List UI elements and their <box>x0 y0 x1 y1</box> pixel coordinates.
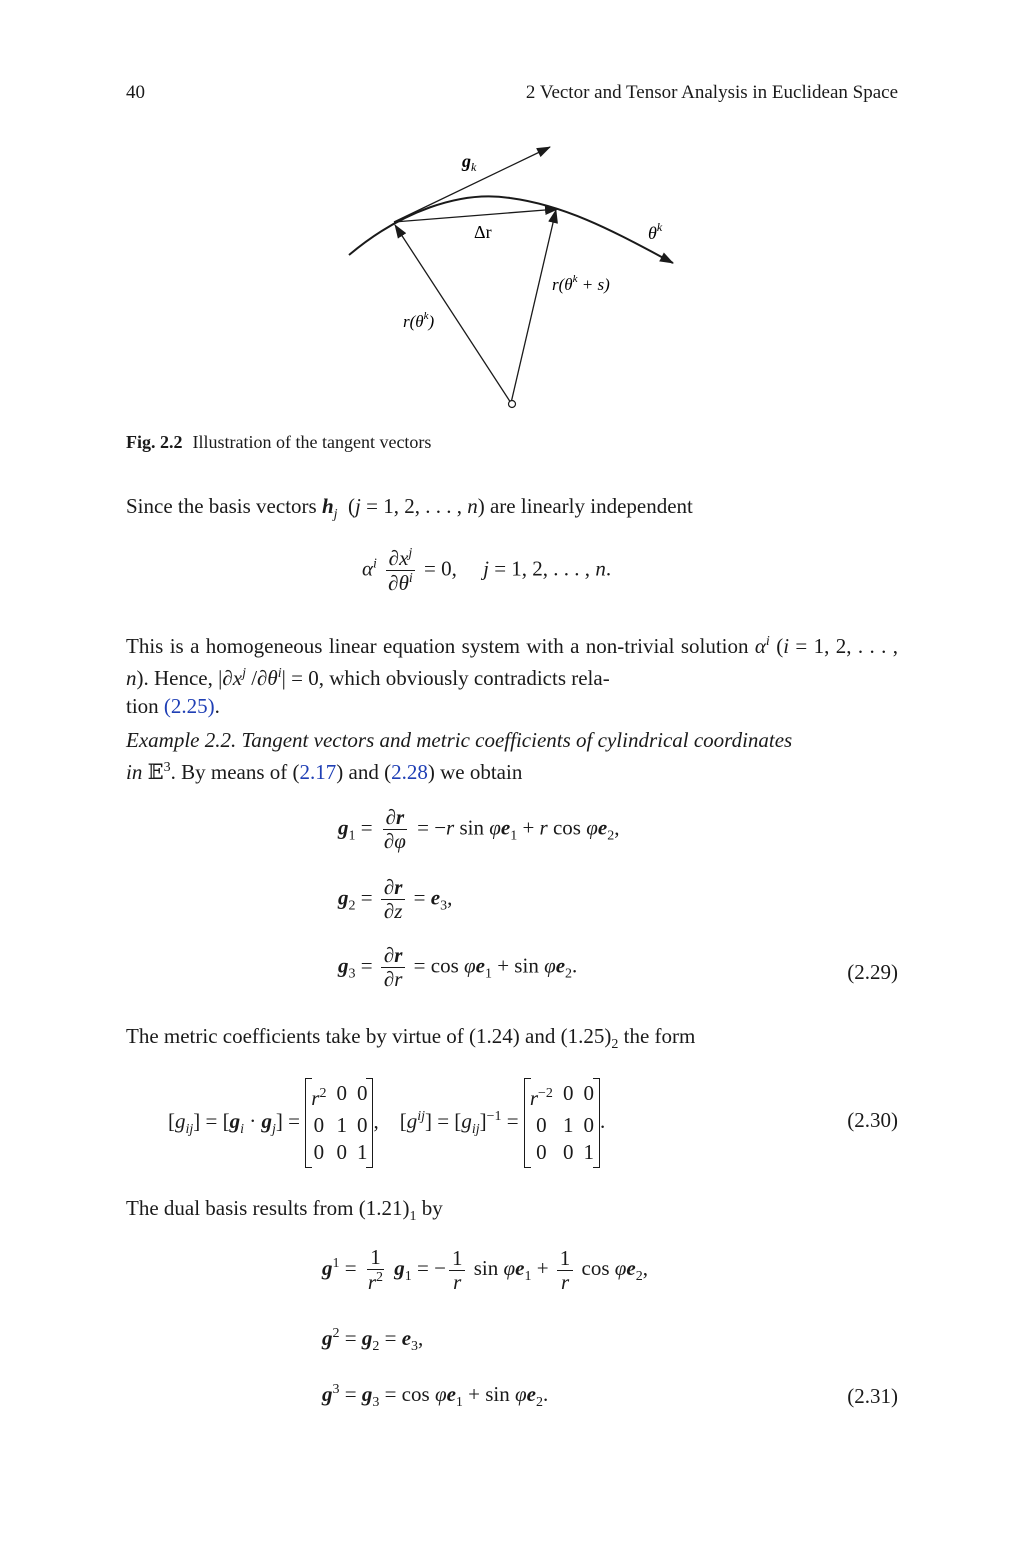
paragraph-basis: Since the basis vectors $h_j$ (j = 1, 2, . . . , n) are linearly independent <box>126 494 693 523</box>
ref-2-17[interactable]: 2.17 <box>299 760 337 784</box>
origin-point <box>509 401 516 408</box>
running-head: 2 Vector and Tensor Analysis in Euclidean Space <box>525 82 898 103</box>
equation-dual-g3: $g^3 = g_3 = \cos \varphi e_1 + \sin \varphi e_2$. <box>322 1382 549 1411</box>
ref-2-28[interactable]: 2.28 <box>391 760 428 784</box>
equation-number-2-30: (2.30) <box>847 1108 898 1132</box>
equation-g2: $g_2$ = $\frac{\partial r}{\partial z}$ = $e_3$, <box>338 875 453 924</box>
caption-label: Fig. 2.2 <box>126 432 183 452</box>
label-gk: $g_k$ <box>462 151 477 174</box>
covariant-metric-matrix: $r^2$ 0 0 0 1 0 0 0 1 <box>305 1078 373 1168</box>
equation-metric-matrices: $[g_{ij}] = [g_i \cdot g_j]$ = $r^2$ 0 0 0 1 0 0 0 1 , $[g^{ij}] = [g_{ij}]^{-1}$ = $r^{-2}$ 0 0 0 1 0 0 0 1 . <box>168 1078 605 1168</box>
label-theta-k: $\theta^k$ <box>648 220 663 243</box>
equation-g1: $g_1$ = $\frac{\partial r}{\partial\varphi}$ = −r $\sin \varphi e_1 + r$ $\cos \varphi e_2$, <box>338 805 620 854</box>
label-delta-r: Δr <box>474 222 492 242</box>
equation-number-2-31: (2.31) <box>847 1384 898 1408</box>
tangent-vector-gk <box>394 147 550 222</box>
label-r-theta-plus-s: $r(\theta^k + s)$ <box>552 273 610 294</box>
paragraph-example: Example 2.2. Tangent vectors and metric coefficients of cylindrical coordinates in 𝔼$^3$. By means of (2.17) and (2.28) we obtain <box>126 728 793 784</box>
label-r-theta: $r(\theta^k)$ <box>403 310 435 331</box>
equation-g3: $g_3$ = $\frac{\partial r}{\partial r}$ = $\cos \varphi e_1 + \sin \varphi e_2$. <box>338 943 578 992</box>
equation-dual-g1: $g^1$ = $\frac{1}{r^2}$ $g_1$ = − $\frac{1}{r}$ $\sin \varphi e_1$ + $\frac{1}{r}$ $\cos \varphi e_2$, <box>322 1245 648 1295</box>
caption-text: Illustration of the tangent vectors <box>192 432 432 452</box>
paragraph-homogeneous: This is a homogeneous linear equation system with a non-trivial solution $\alpha^i$ (i = 1, 2, . . . , n). Hence, $|\partial x^j$ $/\partial\theta^i| = 0$, which obviously contradicts rela- tion (2.25). <box>126 634 899 718</box>
tangent-vectors-figure <box>340 140 700 415</box>
equation-number-2-29: (2.29) <box>847 960 898 984</box>
equation-linear-system: $\alpha^i$ $\frac{\partial x^j}{\partial\theta^i}$ = 0, j = 1, 2, . . . , n. <box>362 546 612 596</box>
position-vector-r-shifted <box>511 210 556 403</box>
page-number: 40 <box>126 82 145 103</box>
paragraph-metric: The metric coefficients take by virtue of (1.24) and $(1.25)_2$ the form <box>126 1024 696 1053</box>
figure-caption <box>126 432 431 453</box>
contravariant-metric-matrix: $r^{-2}$ 0 0 0 1 0 0 0 1 <box>524 1078 600 1168</box>
equation-dual-g2: $g^2 = g_2 = e_3$, <box>322 1326 424 1355</box>
paragraph-dual: The dual basis results from $(1.21)_1$ by <box>126 1196 443 1225</box>
ref-2-25[interactable]: (2.25) <box>163 694 215 718</box>
